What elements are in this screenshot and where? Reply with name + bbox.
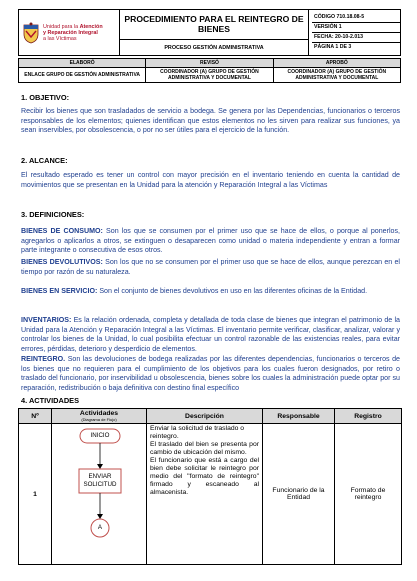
value-reviso: COORDINADOR (A) GRUPO DE GESTIÓN ADMINISTRATIVA Y DOCUMENTAL bbox=[146, 68, 273, 83]
description-line: Enviar la solicitud de traslado o reintegro. bbox=[150, 425, 245, 440]
title-cell bbox=[120, 10, 309, 56]
table-row bbox=[19, 424, 402, 565]
section-definiciones-heading: 3. DEFINICIONES: bbox=[21, 210, 85, 219]
col-activities-label: Actividades bbox=[79, 410, 119, 417]
col-number: Nº bbox=[19, 409, 52, 424]
definition-consumo bbox=[21, 227, 400, 256]
col-responsible: Responsable bbox=[263, 409, 335, 424]
definition-text: Son los que no se consumen por el primer uso que se hace de ellos, aunque perezcan en el tiempo por razón de su naturaleza. bbox=[21, 258, 400, 276]
description-line: El traslado del bien se presenta por cambio de ubicación del mismo. bbox=[150, 441, 259, 456]
definition-term: REINTEGRO. bbox=[21, 355, 66, 363]
definition-term: BIENES DEVOLUTIVOS: bbox=[21, 258, 103, 266]
logo-cell bbox=[19, 10, 120, 56]
logo-line-1: Unidad para la bbox=[43, 23, 79, 30]
flow-diagram bbox=[52, 424, 146, 564]
definition-text: Son las devoluciones de bodega realizadas por las diferentes dependencias, funcionarios o terceros de los bienes que no requieren para el cumplimiento de los objetivos para los cuales fueron designados, por retiro o traslado del funcionario, por inservibilidad u obsolescencia, bienes sobre los cuales la administración puede optar por su reparación, redistribución o baja definitiva con destino final específico bbox=[21, 355, 400, 392]
document-title: PROCEDIMIENTO PARA EL REINTEGRO DE BIENES bbox=[124, 14, 304, 34]
logo-line-2: y Reparación Integral bbox=[43, 29, 98, 36]
row-number: 1 bbox=[19, 424, 52, 565]
value-aprobo: COORDINADOR (A) GRUPO DE GESTIÓN ADMINISTRATIVA Y DOCUMENTAL bbox=[273, 68, 400, 83]
row-record: Formato de reintegro bbox=[335, 424, 402, 565]
col-activities bbox=[52, 409, 147, 424]
section-alcance-text: El resultado esperado es tener un control con mayor precisión en el inventario teniendo en cuenta la cantidad de movimientos que se presentan en la Unidad para la atención y Reparación Integral a las Víctimas bbox=[21, 171, 400, 189]
definition-devolutivos bbox=[21, 258, 400, 277]
col-record: Registro bbox=[335, 409, 402, 424]
section-objetivo-text: Recibir los bienes que son trasladados de servicio a bodega. Se genera por las Dependencias, funcionarios o terceros responsables de los elementos; quienes identifican que estos elementos no les sirven para realizar sus funciones, ya sean inservibles, por obsolescencia, o por no ser útiles para el ejercicio de la función. bbox=[21, 107, 400, 135]
logo-text bbox=[43, 24, 103, 42]
page-indicator: PÁGINA 1 DE 3 bbox=[314, 44, 352, 50]
document-version: VERSIÓN 1 bbox=[312, 23, 400, 33]
flow-connector-a: A bbox=[97, 524, 103, 531]
flow-cell bbox=[52, 424, 147, 565]
row-description bbox=[147, 424, 263, 565]
definition-term: INVENTARIOS: bbox=[21, 316, 72, 324]
meta-cell bbox=[309, 10, 401, 56]
description-line: El funcionario que está a cargo del bien debe solicitar le reintegro por medio del "formato de reintegro" firmado y escaneado al almacenista. bbox=[150, 457, 259, 496]
definition-term: BIENES DE CONSUMO: bbox=[21, 227, 103, 235]
definition-text: Son los que se consumen por el primer uso que se hace de ellos, o porque al ponerlos, agregarlos o aplicarlos a otros, se extinguen o desaparecen como unidad o materia independiente y entran a formar parte integrante o consecutiva de esos otros. bbox=[21, 227, 400, 255]
section-actividades-heading: 4. ACTIVIDADES bbox=[21, 396, 80, 405]
process-name: PROCESO GESTIÓN ADMINISTRATIVA bbox=[120, 39, 308, 51]
col-description: Descripción bbox=[147, 409, 263, 424]
definition-text: Son el conjunto de bienes devolutivos en uso en las diferentes oficinas de la Entidad. bbox=[97, 287, 368, 295]
document-date: FECHA: 20-10-2.013 bbox=[312, 33, 400, 43]
table-header-row bbox=[19, 409, 402, 424]
definition-reintegro bbox=[21, 355, 400, 393]
coat-of-arms-icon bbox=[22, 22, 40, 44]
document-code: CÓDIGO 710.18.08-5 bbox=[312, 13, 400, 23]
signatures-table bbox=[18, 58, 401, 83]
flow-lines bbox=[52, 424, 147, 564]
flow-send-request-node: ENVIAR SOLICITUD bbox=[83, 473, 117, 488]
document-header bbox=[18, 9, 401, 56]
logo-line-1b: Atención bbox=[79, 23, 103, 30]
header-aprobo: APROBÓ bbox=[273, 59, 400, 68]
definition-en-servicio bbox=[21, 287, 400, 297]
col-activities-sub: (Diagrama de Flujo) bbox=[81, 417, 117, 422]
definition-text: Es la relación ordenada, completa y detallada de toda clase de bienes que integran el patrimonio de la Unidad para la Atención y Reparación Integral a las Víctimas. El inventario permite verificar, clasificar, analizar, valorar y controlar los bienes de la Unidad, lo cual posibilita efectuar un control razonable de las existencias reales, para evitar errores, pérdidas, deterioro y desperdicio de elementos. bbox=[21, 316, 400, 353]
flow-start-node: INICIO bbox=[90, 432, 110, 439]
definition-term: BIENES EN SERVICIO: bbox=[21, 287, 98, 295]
header-elaboro: ELABORÓ bbox=[19, 59, 146, 68]
header-reviso: REVISÓ bbox=[146, 59, 273, 68]
section-objetivo-heading: 1. OBJETIVO: bbox=[21, 93, 70, 102]
logo-line-3: a las Víctimas bbox=[43, 35, 77, 42]
definition-inventarios bbox=[21, 316, 400, 354]
activities-table bbox=[18, 408, 402, 565]
value-elaboro: ENLACE GRUPO DE GESTIÓN ADMINISTRATIVA bbox=[19, 68, 146, 83]
section-alcance-heading: 2. ALCANCE: bbox=[21, 156, 68, 165]
row-responsible: Funcionario de la Entidad bbox=[263, 424, 335, 565]
